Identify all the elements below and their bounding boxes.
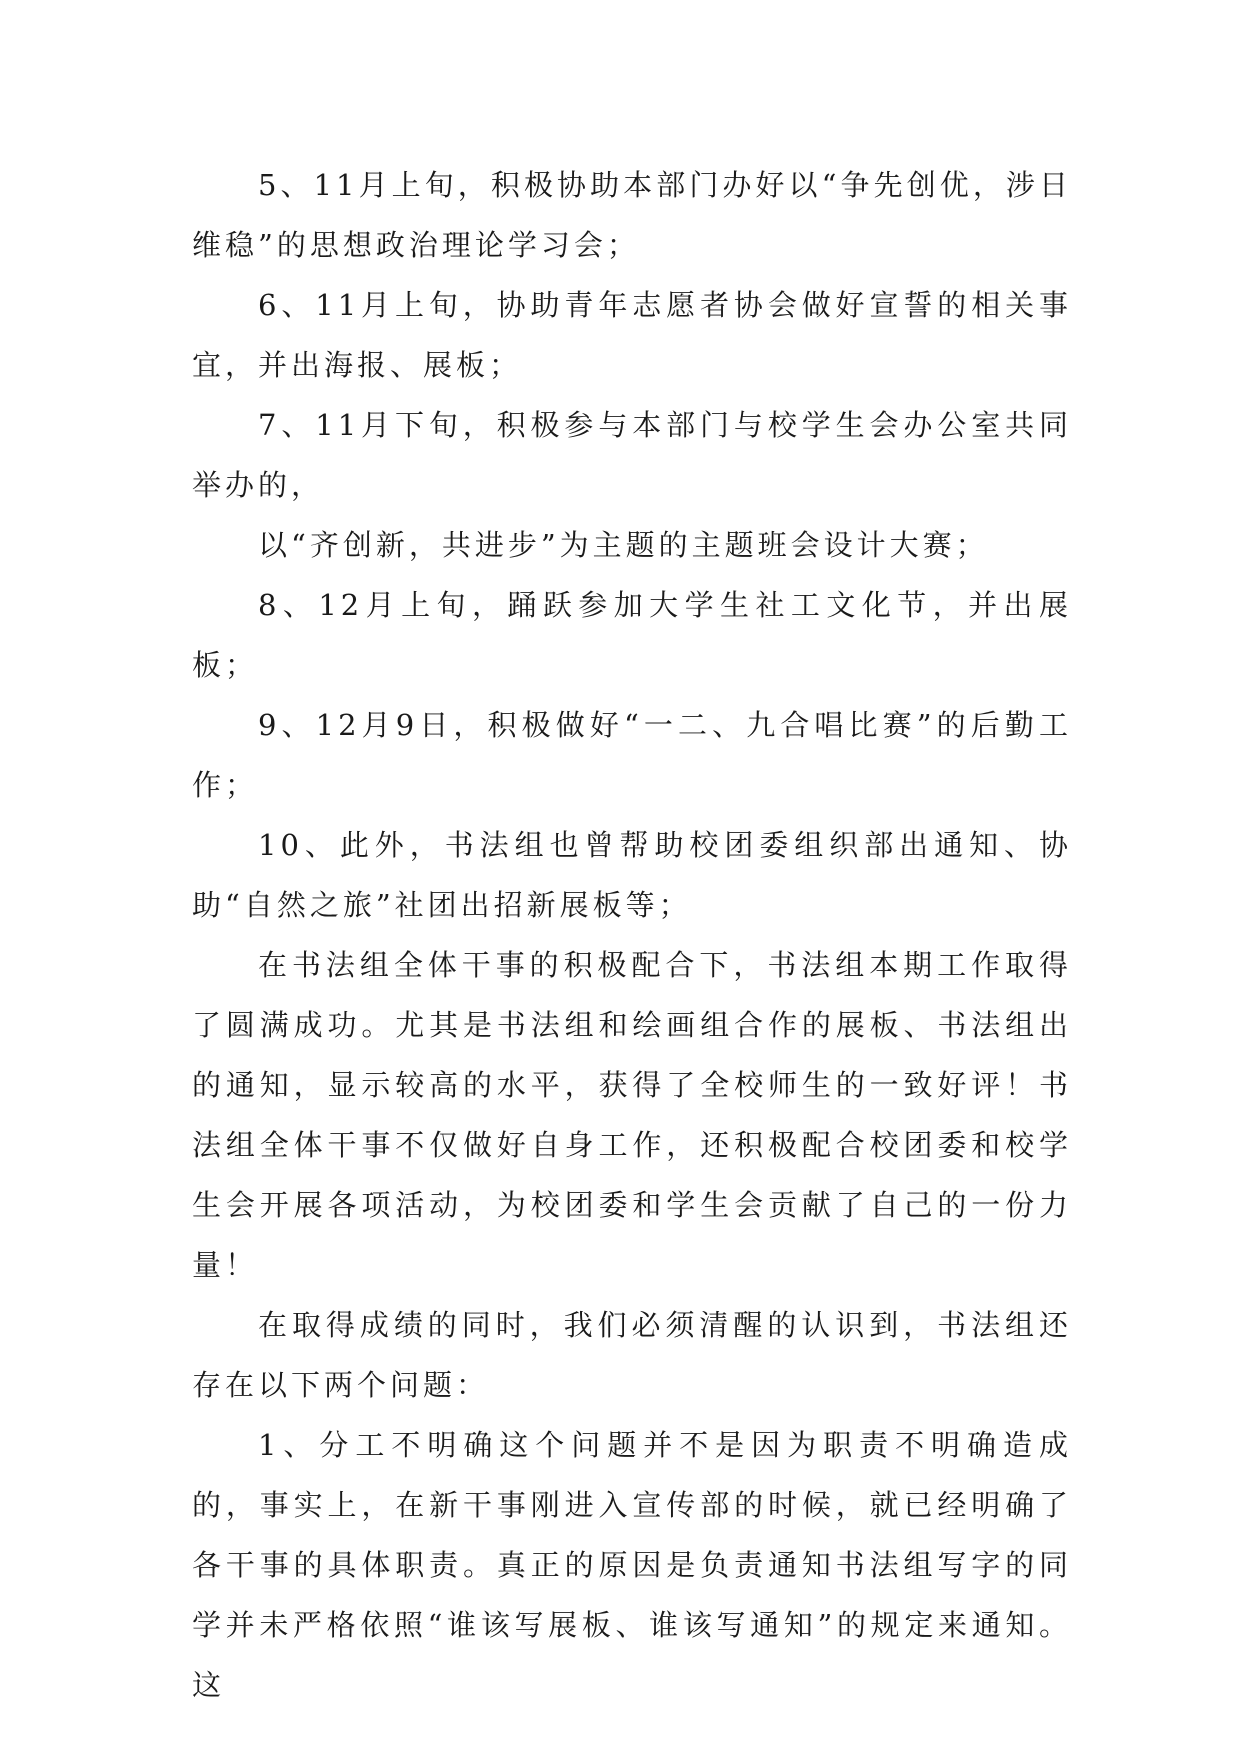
paragraph-item-9: 9、12月9日，积极做好“一二、九合唱比赛”的后勤工作； — [192, 708, 1072, 802]
paragraph-item-5: 5、11月上旬，积极协助本部门办好以“争先创优，涉日维稳”的思想政治理论学习会； — [192, 168, 1072, 262]
paragraph-achievement-summary: 在书法组全体干事的积极配合下，书法组本期工作取得了圆满成功。尤其是书法组和绘画组合作的展板、书法组出的通知，显示较高的水平，获得了全校师生的一致好评！书法组全体干事不仅做好自身工作，还积极配合校团委和校学生会开展各项活动，为校团委和学生会贡献了自己的一份力量！ — [192, 948, 1072, 1282]
paragraph-item-8: 8、12月上旬，踊跃参加大学生社工文化节，并出展板； — [192, 588, 1072, 682]
paragraph-problems-intro: 在取得成绩的同时，我们必须清醒的认识到，书法组还存在以下两个问题： — [192, 1308, 1072, 1402]
paragraph-item-10: 10、此外，书法组也曾帮助校团委组织部出通知、协助“自然之旅”社团出招新展板等； — [192, 828, 1072, 922]
paragraph-item-6: 6、11月上旬，协助青年志愿者协会做好宣誓的相关事宜，并出海报、展板； — [192, 288, 1072, 382]
paragraph-item-7-continued: 以“齐创新，共进步”为主题的主题班会设计大赛； — [258, 528, 989, 562]
paragraph-problem-1: 1、分工不明确这个问题并不是因为职责不明确造成的，事实上，在新干事刚进入宣传部的时候，就已经明确了各干事的具体职责。真正的原因是负责通知书法组写字的同学并未严格依照“谁该写展板、谁该写通知”的规定来通知。这 — [192, 1428, 1072, 1702]
document-body — [192, 155, 1072, 1715]
paragraph-item-7: 7、11月下旬，积极参与本部门与校学生会办公室共同举办的， — [192, 408, 1072, 502]
